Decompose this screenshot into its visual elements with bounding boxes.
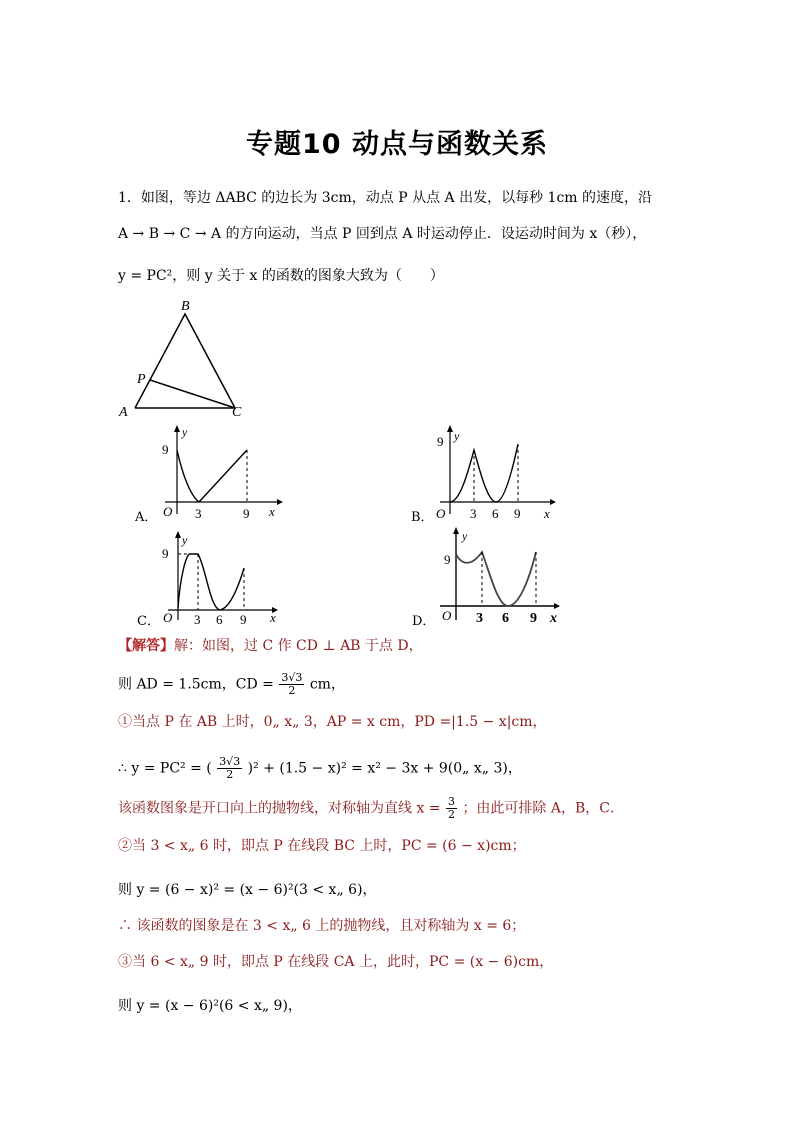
option-c-label: C． bbox=[137, 614, 160, 629]
solution-line-4 bbox=[118, 756, 522, 781]
question-line-2: A → B → C → A 的方向运动，当点 P 回到点 A 时运动停止．设运动时间为 x（秒）， bbox=[118, 226, 647, 242]
solution-text-2a: 则 AD = 1.5cm，CD = bbox=[118, 676, 274, 693]
triangle-abc bbox=[135, 314, 235, 408]
option-b-label: B． bbox=[411, 510, 434, 525]
solution-text-5b: ；由此可排除 A，B，C． bbox=[462, 800, 624, 817]
option-c-graph bbox=[160, 528, 290, 628]
solution-line-9: ③当 6 < x„ 9 时，即点 P 在线段 CA 上，此时，PC = (x − 6)cm， bbox=[118, 954, 554, 970]
option-a-ylabel: y bbox=[182, 425, 188, 439]
fraction-pc: $\frac{3√3}{2}$ bbox=[219, 755, 241, 781]
solution-line-10: 则 y = (x − 6)²(6 < x„ 9)， bbox=[118, 998, 302, 1014]
solution-line-7: 则 y = (6 − x)² = (x − 6)²(3 < x„ 6)， bbox=[118, 882, 377, 898]
triangle-figure bbox=[115, 296, 255, 420]
solution-line-3: ①当点 P 在 AB 上时，0„ x„ 3，AP = x cm，PD =|1.5 − x|cm， bbox=[118, 714, 547, 730]
option-b-ylabel: y bbox=[454, 429, 460, 443]
option-d-ytick: 9 bbox=[444, 552, 451, 567]
option-c-origin: O bbox=[163, 610, 173, 625]
question-line-3: y = PC²，则 y 关于 x 的函数的图象大致为（ ） bbox=[118, 268, 444, 284]
solution-line-1 bbox=[118, 636, 423, 656]
option-a-xlabel: x bbox=[269, 504, 275, 519]
label-c: C bbox=[232, 405, 242, 420]
option-a-xtick-3: 3 bbox=[195, 506, 202, 521]
solution-text-2b: cm， bbox=[309, 676, 345, 693]
fraction-axis: $\frac{3}{2}$ bbox=[447, 795, 455, 821]
option-d-xtick-6: 6 bbox=[502, 611, 509, 626]
option-c-ytick: 9 bbox=[162, 546, 169, 561]
option-d-xtick-9: 9 bbox=[530, 611, 537, 626]
option-c-xlabel: x bbox=[270, 610, 276, 625]
option-a-graph bbox=[155, 422, 285, 522]
option-a-origin: O bbox=[163, 504, 173, 519]
option-a-ytick: 9 bbox=[162, 442, 169, 457]
option-c-xtick-3: 3 bbox=[194, 612, 201, 627]
option-b-graph bbox=[432, 422, 562, 522]
option-d-graph bbox=[432, 524, 567, 628]
option-d-origin: O bbox=[442, 608, 452, 623]
solution-line-6: ②当 3 < x„ 6 时，即点 P 在线段 BC 上时，PC = (6 − x)cm； bbox=[118, 838, 526, 854]
solution-text-4b: )² + (1.5 − x)² = x² − 3x + 9(0„ x„ 3)， bbox=[247, 760, 522, 777]
solution-text-5a: 该函数图象是开口向上的抛物线，对称轴为直线 x = bbox=[118, 800, 441, 817]
option-d-xlabel: x bbox=[550, 611, 557, 626]
solution-line-5 bbox=[118, 796, 624, 821]
option-d-label: D． bbox=[412, 614, 436, 629]
option-b-origin: O bbox=[436, 506, 446, 521]
option-a-xtick-9: 9 bbox=[243, 506, 250, 521]
option-d-xtick-3: 3 bbox=[476, 611, 483, 626]
option-b-xtick-6: 6 bbox=[492, 506, 499, 521]
label-a: A bbox=[119, 405, 128, 420]
solution-text-4a: ∴ y = PC² = ( bbox=[118, 760, 212, 777]
option-d-ylabel: y bbox=[462, 529, 468, 543]
option-b-xlabel: x bbox=[544, 506, 550, 521]
option-a-label: A． bbox=[135, 510, 158, 525]
option-b-ytick: 9 bbox=[437, 434, 444, 449]
fraction-cd: $\frac{3√3}{2}$ bbox=[281, 671, 303, 697]
option-b-xtick-9: 9 bbox=[514, 506, 521, 521]
option-c-xtick-9: 9 bbox=[240, 612, 247, 627]
solution-line-8: ∴ 该函数的图象是在 3 < x„ 6 上的抛物线，且对称轴为 x = 6； bbox=[118, 918, 526, 934]
option-c-xtick-6: 6 bbox=[216, 612, 223, 627]
option-b-xtick-3: 3 bbox=[470, 506, 477, 521]
option-c-ylabel: y bbox=[182, 533, 188, 547]
solution-tag: 【解答】 bbox=[118, 638, 174, 654]
page-title: 专题10 动点与函数关系 bbox=[246, 129, 548, 160]
question-line-1: 1．如图，等边 ΔABC 的边长为 3cm，动点 P 从点 A 出发，以每秒 1cm 的速度，沿 bbox=[118, 190, 653, 206]
label-b: B bbox=[181, 299, 190, 314]
solution-line-2 bbox=[118, 672, 345, 697]
label-p: P bbox=[137, 372, 146, 387]
solution-text-1: 解：如图，过 C 作 CD ⊥ AB 于点 D， bbox=[174, 638, 423, 654]
